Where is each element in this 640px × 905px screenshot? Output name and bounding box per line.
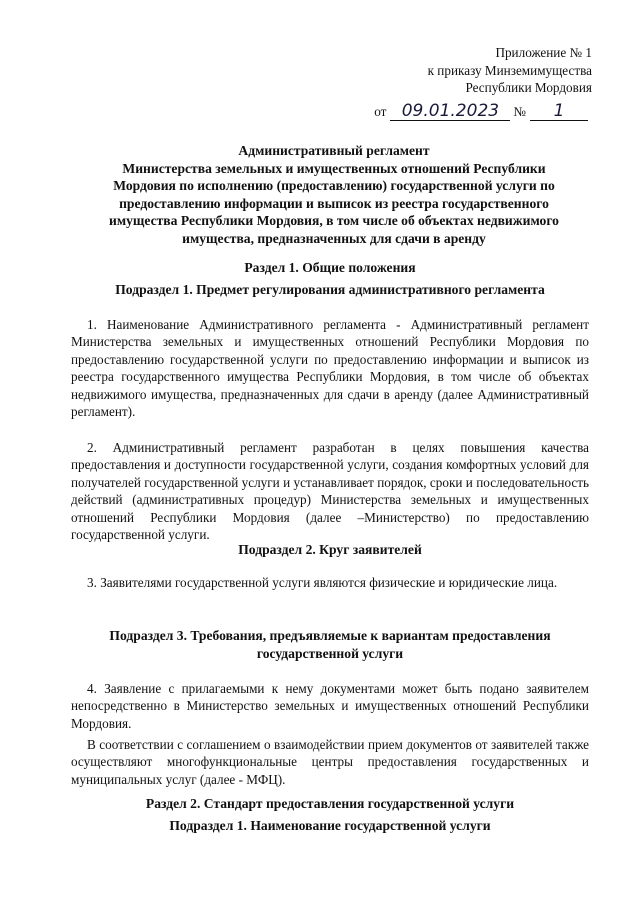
paragraph-5: В соответствии с соглашением о взаимодействии прием документов от заявителей также осуществляют многофункциональные центры предоставления государственных и муниципальных услуг (далее - МФЦ).	[71, 737, 589, 787]
title-line-5: имущества Республики Мордовия, в том числе об объектах недвижимого	[109, 213, 559, 228]
subsection-1-title: Подраздел 1. Предмет регулирования административного регламента	[115, 282, 545, 297]
order-date: 09.01.2023	[390, 103, 510, 121]
annex-line-1: Приложение № 1	[495, 45, 592, 60]
subsection-3-title-line-1: Подраздел 3. Требования, предъявляемые к вариантам предоставления	[109, 628, 551, 643]
title-line-6: имущества, предназначенных для сдачи в аренду	[182, 230, 486, 246]
title-line-4: предоставлению информации и выписок из реестра государственного	[119, 195, 549, 211]
regulation-title	[76, 142, 592, 247]
order-prefix: от	[374, 104, 387, 119]
paragraph-1: 1. Наименование Административного регламента - Административный регламент Министерства земельных и имущественных отношений Республики Мордовия по предоставлению государственной услуги по предоставлению информации и выписок из реестра государственного имущества Республики Мордовия, в том числе об объектах недвижимого имущества, предназначенных для сдачи в аренду (далее Административный регламент).	[71, 317, 589, 420]
order-number-label: №	[513, 104, 526, 119]
title-line-2: Министерства земельных и имущественных отношений Республики	[122, 160, 546, 176]
title-line-3: Мордовия по исполнению (предоставлению) государственной услуги по	[113, 178, 555, 193]
paragraph-4: 4. Заявление с прилагаемыми к нему документами может быть подано заявителем непосредственно в Министерство земельных и имущественных отношений Республики Мордовия.	[71, 681, 589, 731]
order-number: 1	[530, 103, 588, 121]
paragraph-2: 2. Административный регламент разработан в целях повышения качества предоставления и доступности государственной услуги, создания комфортных условий для получателей государственной услуги и устанавливает порядок, сроки и последовательность действий (административных процедур) Министерства земельных и имущественных отношений Республики Мордовия (далее –Министерство) по предоставлению государственной услуги.	[71, 440, 589, 543]
subsection-3-title	[70, 627, 590, 663]
title-line-1: Административный регламент	[238, 143, 430, 158]
annex-header	[428, 44, 592, 97]
order-line	[374, 103, 588, 121]
subsection-3-title-line-2: государственной услуги	[256, 646, 404, 661]
subsection-2-title: Подраздел 2. Круг заявителей	[238, 542, 422, 557]
section-2-title: Раздел 2. Стандарт предоставления государственной услуги	[145, 796, 515, 811]
section-1-title: Раздел 1. Общие положения	[244, 260, 416, 275]
paragraph-3: 3. Заявителями государственной услуги являются физические и юридические лица.	[87, 575, 558, 590]
annex-line-2: к приказу Минземимущества	[427, 62, 592, 78]
annex-line-3: Республики Мордовия	[465, 80, 592, 95]
section-2-subsection-1-title: Подраздел 1. Наименование государственной услуги	[169, 818, 491, 833]
